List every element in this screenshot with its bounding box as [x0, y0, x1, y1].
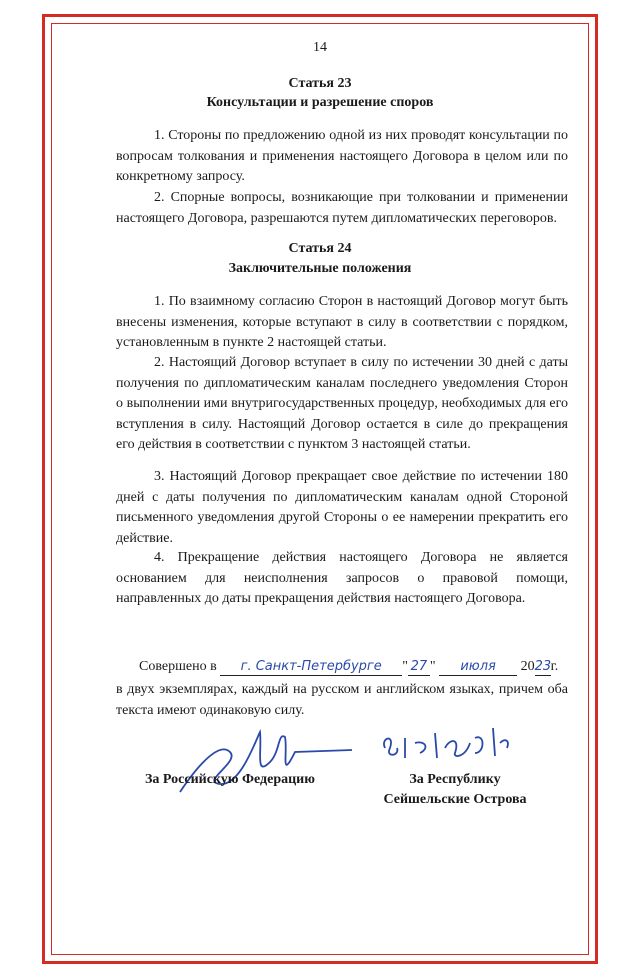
- seychelles-signature: [375, 718, 525, 768]
- article-24-para-1: 1. По взаимному согласию Сторон в настоящий Договор могут быть внесены изменения, которые вступают в силу в соответствии с порядком, установленным в пункте 2 настоящей статьи.: [116, 294, 568, 350]
- year-end: г.: [550, 659, 559, 674]
- page-number: 14: [313, 40, 327, 55]
- signing-prefix: Совершено в: [139, 659, 221, 674]
- signing-day: 27: [408, 659, 430, 676]
- quote-open: ": [402, 659, 408, 674]
- article-24-para-3: 3. Настоящий Договор прекращает свое действие по истечении 180 дней с даты получения по дипломатическим каналам одной Стороной письменного уведомления другой Стороны о ее намерении прекратить его действие.: [116, 469, 568, 546]
- russian-signature: [160, 722, 360, 802]
- year-prefix: 20: [520, 659, 535, 674]
- article-24-title: Статья 24: [288, 241, 352, 256]
- article-23-subtitle: Консультации и разрешение споров: [206, 95, 434, 110]
- signatory-russia-label: За Российскую Федерацию: [145, 772, 315, 787]
- article-23-para-2: 2. Спорные вопросы, возникающие при толковании и применении настоящего Договора, разрешаются путем дипломатических переговоров.: [116, 190, 568, 226]
- article-23-title: Статья 23: [288, 76, 352, 91]
- article-24-para-2: 2. Настоящий Договор вступает в силу по истечении 30 дней с даты получения по дипломатическим каналам последнего уведомления Сторон о выполнении ими внутригосударственных процедур, необходимых для его вступления в силу. Настоящий Договор остается в силе до прекращения его действия в соответствии с пунктом 3 настоящей статьи.: [116, 355, 568, 452]
- signing-month: июля: [439, 659, 517, 676]
- signatory-seychelles-line-1: За Республику: [409, 772, 501, 787]
- signing-place: г. Санкт-Петербурге: [220, 659, 402, 676]
- article-23-para-1: 1. Стороны по предложению одной из них проводят консультации по вопросам толкования и применения настоящего Договора в целом или по конкретному запросу.: [116, 128, 568, 184]
- quote-close: ": [429, 659, 436, 674]
- signing-line: [116, 657, 596, 678]
- signing-year: 23: [534, 659, 552, 674]
- article-24-subtitle: Заключительные положения: [228, 261, 412, 276]
- signing-rest: в двух экземплярах, каждый на русском и английском языках, причем оба текста имеют одинаковую силу.: [116, 682, 568, 718]
- signatory-seychelles-line-2: Сейшельские Острова: [383, 792, 527, 807]
- article-24-para-4: 4. Прекращение действия настоящего Договора не является основанием для неисполнения запросов о правовой помощи, направленных до даты прекращения действия настоящего Договора.: [116, 550, 568, 606]
